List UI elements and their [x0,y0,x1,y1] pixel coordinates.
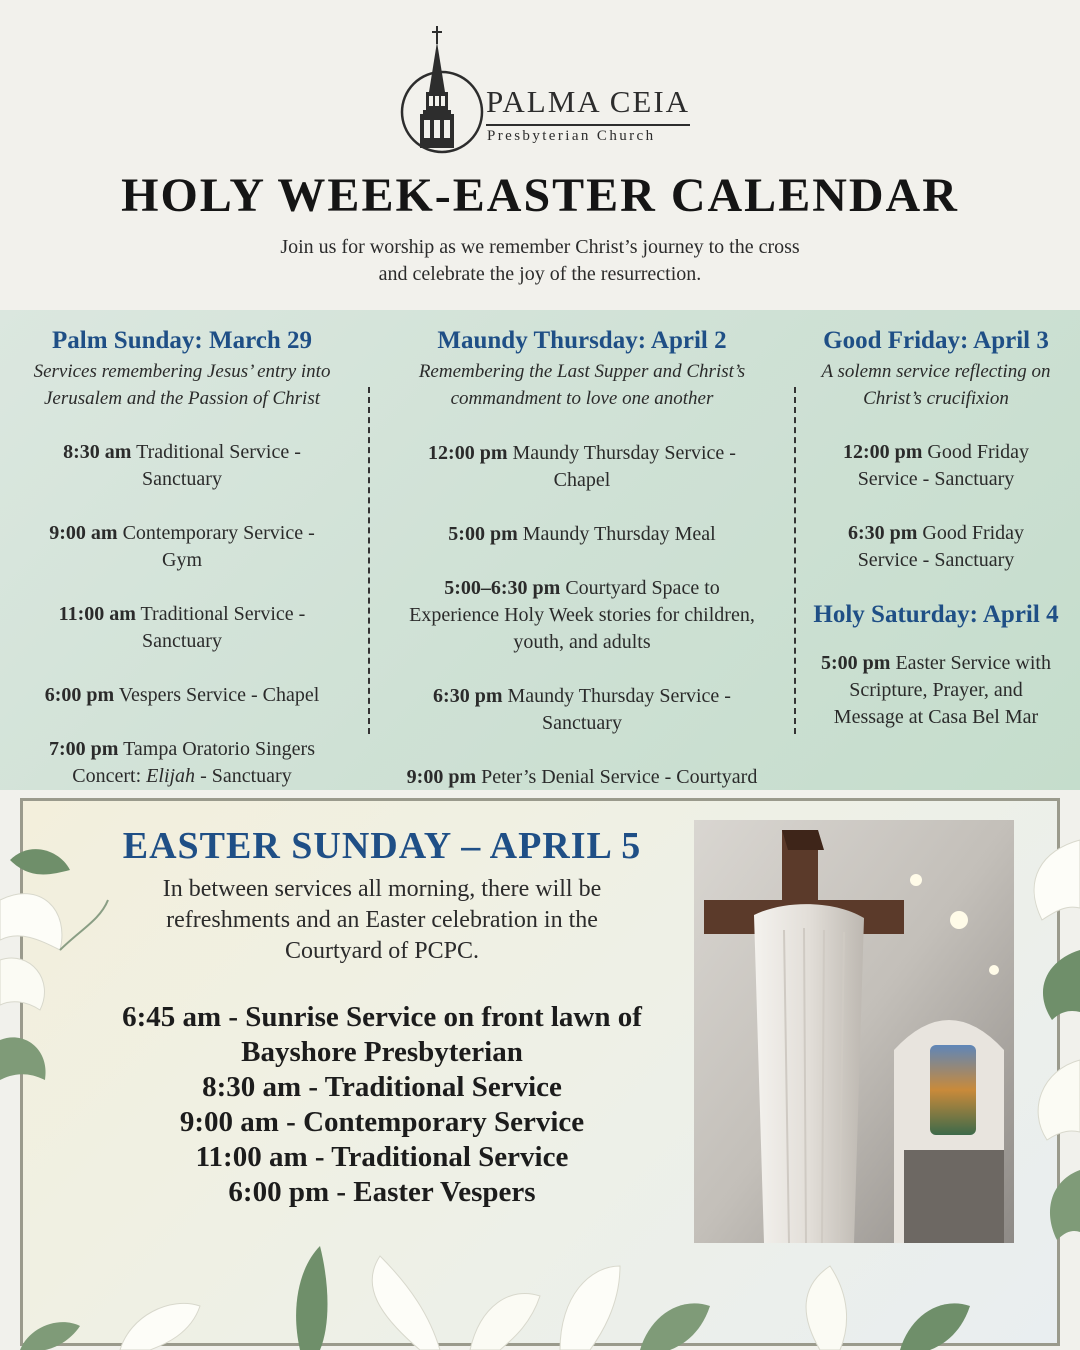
easter-desc-line-1: In between services all morning, there will be [162,876,602,902]
concert-title: Elijah [146,765,196,787]
logo-divider [486,124,690,126]
page-title: HOLY WEEK-EASTER CALENDAR [121,169,959,222]
event-text: Scripture, Prayer, and [849,679,1023,701]
event-time: 6:00 pm [44,684,115,706]
palm-sunday-desc-line-1: Services remembering Jesus’ entry into [33,361,331,382]
good-friday-event [800,520,1072,574]
event-time: 7:00 pm [49,738,119,760]
event-text: Maundy Thursday Meal [522,523,716,545]
palm-sunday-event [12,682,352,709]
palm-sunday-event [12,736,352,790]
palm-sunday-event [12,601,352,655]
palm-sunday-description [12,358,352,412]
event-location: Sanctuary [142,630,222,652]
event-text: Good Friday [927,441,1030,463]
event-text: Easter Service with [895,652,1051,674]
column-divider [368,387,370,734]
event-time: 5:00 pm [821,652,891,674]
good-friday-description [800,358,1072,412]
easter-service-list [70,1000,694,1210]
holy-saturday-event [800,650,1072,731]
intro-line-1: Join us for worship as we remember Christ’s journey to the cross [280,236,800,258]
event-time: 5:00–6:30 pm [444,577,561,599]
event-text: Maundy Thursday Service - [512,442,736,464]
easter-title: EASTER SUNDAY – APRIL 5 [122,825,642,867]
event-text: Tampa Oratorio Singers [123,738,315,760]
maundy-thursday-column [380,324,784,791]
easter-service: 8:30 am - Traditional Service [202,1071,562,1103]
maundy-thursday-event [380,440,784,494]
event-text: youth, and adults [513,631,651,653]
easter-description [120,874,644,967]
maundy-desc-line-1: Remembering the Last Supper and Christ’s [418,361,746,382]
event-text: Peter’s Denial Service - Courtyard [481,766,758,788]
maundy-thursday-title: Maundy Thursday: April 2 [437,327,727,354]
event-time: 11:00 am [58,603,136,625]
palm-sunday-desc-line-2: Jerusalem and the Passion of Christ [43,388,321,409]
event-time: 12:00 pm [842,441,923,463]
column-divider [794,387,796,734]
good-friday-title: Good Friday: April 3 [823,327,1049,354]
easter-service: 6:00 pm - Easter Vespers [228,1176,536,1208]
maundy-thursday-event [380,575,784,656]
event-time: 12:00 pm [428,442,508,464]
event-time: 9:00 pm [406,766,477,788]
easter-service: 6:45 am - Sunrise Service on front lawn of [122,1001,642,1033]
intro-line-2: and celebrate the joy of the resurrection. [378,263,702,285]
event-location: Message at Casa Bel Mar [833,706,1039,728]
event-text: Traditional Service - [140,603,306,625]
header [0,0,1080,310]
easter-service: Bayshore Presbyterian [241,1036,523,1068]
good-friday-column [800,324,1072,731]
event-text: Contemporary Service - [122,522,315,544]
event-text: Experience Holy Week stories for children, [409,604,755,626]
good-friday-event [800,439,1072,493]
event-location: - Sanctuary [195,765,292,787]
event-time: 9:00 am [49,522,118,544]
event-text: Vespers Service - Chapel [118,684,320,706]
event-text: Concert: [72,765,147,787]
palm-sunday-event [12,439,352,493]
event-time: 8:30 am [63,441,132,463]
event-text: Maundy Thursday Service - [507,685,731,707]
lily-border-icon [0,1226,1080,1350]
maundy-thursday-description [380,358,784,412]
maundy-desc-line-2: commandment to love one another [450,388,714,409]
palm-sunday-event [12,520,352,574]
event-text: Traditional Service - [136,441,301,463]
cross-with-white-cloth-photo [694,820,1014,1243]
holy-saturday-title: Holy Saturday: April 4 [813,601,1059,628]
easter-service: 11:00 am - Traditional Service [195,1141,569,1173]
event-location: Service - Sanctuary [857,549,1015,571]
event-text: Courtyard Space to [565,577,720,599]
intro-text [200,234,880,288]
event-location: Chapel [553,469,611,491]
event-time: 5:00 pm [448,523,518,545]
good-friday-desc-line-1: A solemn service reflecting on [821,361,1051,382]
lily-decoration-icon [1012,820,1080,1260]
maundy-thursday-event [380,683,784,737]
event-location: Sanctuary [142,468,222,490]
event-location: Sanctuary [542,712,622,734]
church-logo [398,24,698,156]
church-steeple-icon [398,24,488,156]
event-location: Gym [162,549,202,571]
palm-sunday-title: Palm Sunday: March 29 [52,327,312,354]
event-location: Service - Sanctuary [857,468,1015,490]
event-time: 6:30 pm [433,685,503,707]
maundy-thursday-event [380,521,784,548]
logo-name: PALMA CEIA [486,84,691,119]
palm-sunday-column [12,324,352,790]
holy-week-section [0,310,1080,790]
easter-desc-line-2: refreshments and an Easter celebration in the [166,907,598,933]
easter-service: 9:00 am - Contemporary Service [179,1106,585,1138]
good-friday-desc-line-2: Christ’s crucifixion [863,388,1009,409]
logo-subtitle: Presbyterian Church [487,128,656,144]
maundy-thursday-event [380,764,784,791]
event-time: 6:30 pm [847,522,918,544]
easter-desc-line-3: Courtyard of PCPC. [284,938,479,964]
event-text: Good Friday [922,522,1025,544]
